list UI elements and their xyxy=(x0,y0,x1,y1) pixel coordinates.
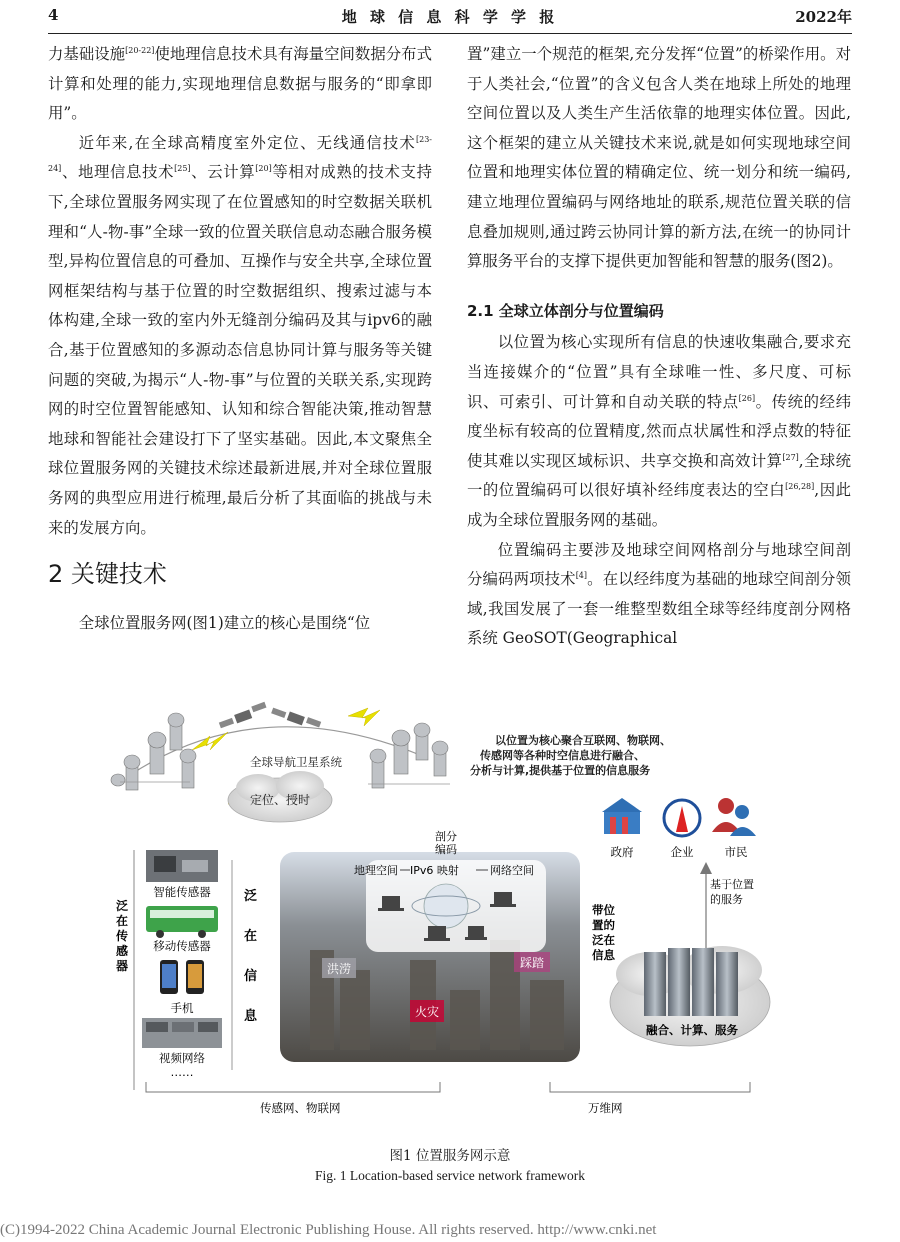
satellite-icon xyxy=(271,708,321,728)
text: ,因此成为全球位置服务网的基础。 xyxy=(467,481,851,529)
ubiquitous-info-label: 泛 xyxy=(244,889,258,904)
text: 等相对成熟的技术支持下,全球位置服务网实现了在位置感知的时空数据关联机理和“人-物-事”全球一致的位置关联信息动态融合服务模型,异构位置信息的可叠加、互操作与安全共享,全球位置网框架结构与基于位置的时空数据组织、搜索过滤与本体构建,全球一致的室内外无缝剖分编码及其与ipv6的融合,基于位置感知的多源动态信息协同计算与服务等关键问题的突破,为揭示“人-物-事”与位置的关联关系,实现跨网的时空位置智能感知、认知和综合智能决策,推动智慧地球和智能社会建设打下了坚实基础。因此,本文聚焦全球位置服务网的关键技术综述最新进展,并对全球位置服务网的典型应用进行梳理,最后分析了其面临的挑战与未来的发展方向。 xyxy=(48,163,432,537)
citation[interactable]: [26] xyxy=(738,393,756,403)
description-line: 以位置为核心聚合互联网、物联网、 xyxy=(495,734,671,747)
citation[interactable]: [26,28] xyxy=(785,482,815,492)
text: 位置编码主要涉及地球空间网格剖分与地球空间剖分编码两项技术 xyxy=(467,540,851,589)
geo-space-label: 地理空间 xyxy=(354,864,398,877)
citation[interactable]: [20] xyxy=(255,164,272,174)
paragraph xyxy=(467,536,851,654)
text: 、云计算 xyxy=(190,163,256,182)
mobile-sensor-image xyxy=(146,906,218,938)
ubiquitous-info-label: 信 xyxy=(244,969,258,984)
service-label: 基于位置 xyxy=(710,878,754,891)
right-column xyxy=(467,40,851,654)
located-info-label: 带位 xyxy=(592,903,615,917)
ubiquitous-sensor-label: 器 xyxy=(116,959,129,973)
figure-1 xyxy=(110,700,790,1130)
ubiquitous-sensor-label: 传 xyxy=(116,929,129,943)
text: ,全球统一的位置编码可以很好填补经纬度表达的空白 xyxy=(467,451,851,500)
phone-label: 手机 xyxy=(170,1001,194,1015)
paragraph xyxy=(48,129,432,543)
page-header xyxy=(48,6,852,32)
fusion-label: 融合、计算、服务 xyxy=(646,1023,738,1037)
subdivision-label: 编码 xyxy=(435,843,457,856)
citation[interactable]: [27] xyxy=(782,452,799,462)
signal-bolt-icon xyxy=(348,708,380,726)
journal-year: 2022年 xyxy=(795,8,852,26)
service-label: 的服务 xyxy=(710,893,743,906)
ubiquitous-sensor-label: 在 xyxy=(116,914,129,928)
satellite-system-label: 全球导航卫星系统 xyxy=(250,755,342,769)
text: 使地理信息技术具有海量空间数据分布式计算和处理的能力,实现地理信息数据与服务的“即拿即用”。 xyxy=(48,45,432,123)
positioning-label: 定位、授时 xyxy=(249,793,311,807)
description-line: 传感网等各种时空信息进行融合、 xyxy=(480,749,645,762)
citizen-icon xyxy=(712,798,756,836)
subsection-heading: 2.1 全球立体剖分与位置编码 xyxy=(467,301,664,320)
phone-icon xyxy=(160,960,204,994)
up-arrow-icon xyxy=(700,862,712,874)
text: 力基础设施 xyxy=(48,45,126,63)
paragraph: 置”建立一个规范的框架,充分发挥“位置”的桥梁作用。对于人类社会,“位置”的含义包含人类在地球上所处的地理空间位置以及人类生产生活依靠的地理实体位置。因此,这个框架的建立从关键技术来说,就是如何实现地球空间位置和地理实体位置的精确定位、统一划分和统一编码,建立地理位置编码与网络地址的联系,规范位置关联的信息叠加规则,通过跨云协同计算的新方法,在统一的协同计算服务平台的支撑下提供更加智能和智慧的服务(图2)。 xyxy=(467,45,851,271)
copyright-footer: (C)1994-2022 China Academic Journal Electronic Publishing House. All rights reserved. http://www.cnki.net xyxy=(0,1222,657,1238)
enterprise-icon xyxy=(664,800,700,836)
event-flood-label: 洪涝 xyxy=(326,962,352,976)
journal-title: 地 球 信 息 科 学 学 报 xyxy=(341,8,559,26)
text: 。传统的经纬度坐标有较高的位置精度,然而点状属性和浮点数的特征使其难以实现区域标识、共享交换和高效计算 xyxy=(467,392,851,470)
paragraph: 全球位置服务网(图1)建立的核心是围绕“位 xyxy=(78,614,371,633)
government-icon xyxy=(602,798,642,834)
text: 以位置为核心实现所有信息的快速收集融合,要求充当连接媒介的“位置”具有全球唯一性、多尺度、可标识、可索引、可计算和自动关联的特点 xyxy=(467,333,851,411)
government-label: 政府 xyxy=(610,845,634,859)
sensor-net-label: 传感网、物联网 xyxy=(260,1101,341,1115)
ubiquitous-sensor-label: 泛 xyxy=(116,899,129,913)
description-line: 分析与计算,提供基于位置的信息服务 xyxy=(470,764,651,777)
event-stampede-label: 踩踏 xyxy=(519,956,545,970)
section-heading: 2 关键技术 xyxy=(48,560,167,589)
header-rule xyxy=(48,33,852,34)
page-number: 4 xyxy=(48,6,59,24)
video-network-label: 视频网络 xyxy=(159,1051,205,1065)
ground-station-icon xyxy=(111,713,196,790)
citizen-label: 市民 xyxy=(724,845,748,859)
subdivision-label: 剖分 xyxy=(435,830,457,843)
paragraph xyxy=(48,40,432,129)
figure-caption-en: Fig. 1 Location-based service network framework xyxy=(315,1168,585,1183)
aggregation-description xyxy=(470,733,671,777)
ground-station-icon xyxy=(370,723,448,788)
mobile-sensor-label: 移动传感器 xyxy=(153,939,211,953)
satellite-icon xyxy=(219,702,267,728)
citation[interactable]: [23-24] xyxy=(48,134,432,174)
text: 近年来,在全球高精度室外定位、无线通信技术 xyxy=(78,133,416,152)
video-network-image xyxy=(142,1018,222,1048)
left-column xyxy=(48,40,432,639)
positioning-cloud xyxy=(228,771,332,822)
figure-caption-cn: 图1 位置服务网示意 xyxy=(389,1148,511,1164)
smart-sensor-image xyxy=(146,850,218,882)
ubiquitous-sensor-label: 感 xyxy=(116,944,129,958)
ellipsis-label: …… xyxy=(170,1065,194,1079)
smart-sensor-label: 智能传感器 xyxy=(153,885,211,899)
text: 。在以经纬度为基础的地球空间剖分领域,我国发展了一套一维整型数组全球等经纬度剖分网格系统 GeoSOT(Geographical xyxy=(467,570,851,648)
located-info-label: 置的 xyxy=(592,918,615,932)
located-info-label: 泛在 xyxy=(592,933,615,947)
paragraph xyxy=(467,328,851,535)
citation[interactable]: [4] xyxy=(575,571,588,581)
ubiquitous-info-label: 在 xyxy=(244,929,258,944)
ubiquitous-info-label: 息 xyxy=(244,1009,258,1024)
citation[interactable]: [20-22] xyxy=(125,46,155,55)
ipv6-mapping-label: IPv6 映射 xyxy=(410,864,459,877)
event-fire-label: 火灾 xyxy=(414,1005,440,1019)
text: 、地理信息技术 xyxy=(61,163,175,182)
enterprise-label: 企业 xyxy=(670,845,694,859)
citation[interactable]: [25] xyxy=(174,164,191,174)
www-label: 万维网 xyxy=(588,1101,623,1115)
located-info-label: 信息 xyxy=(592,948,615,962)
network-space-label: 网络空间 xyxy=(490,864,534,877)
